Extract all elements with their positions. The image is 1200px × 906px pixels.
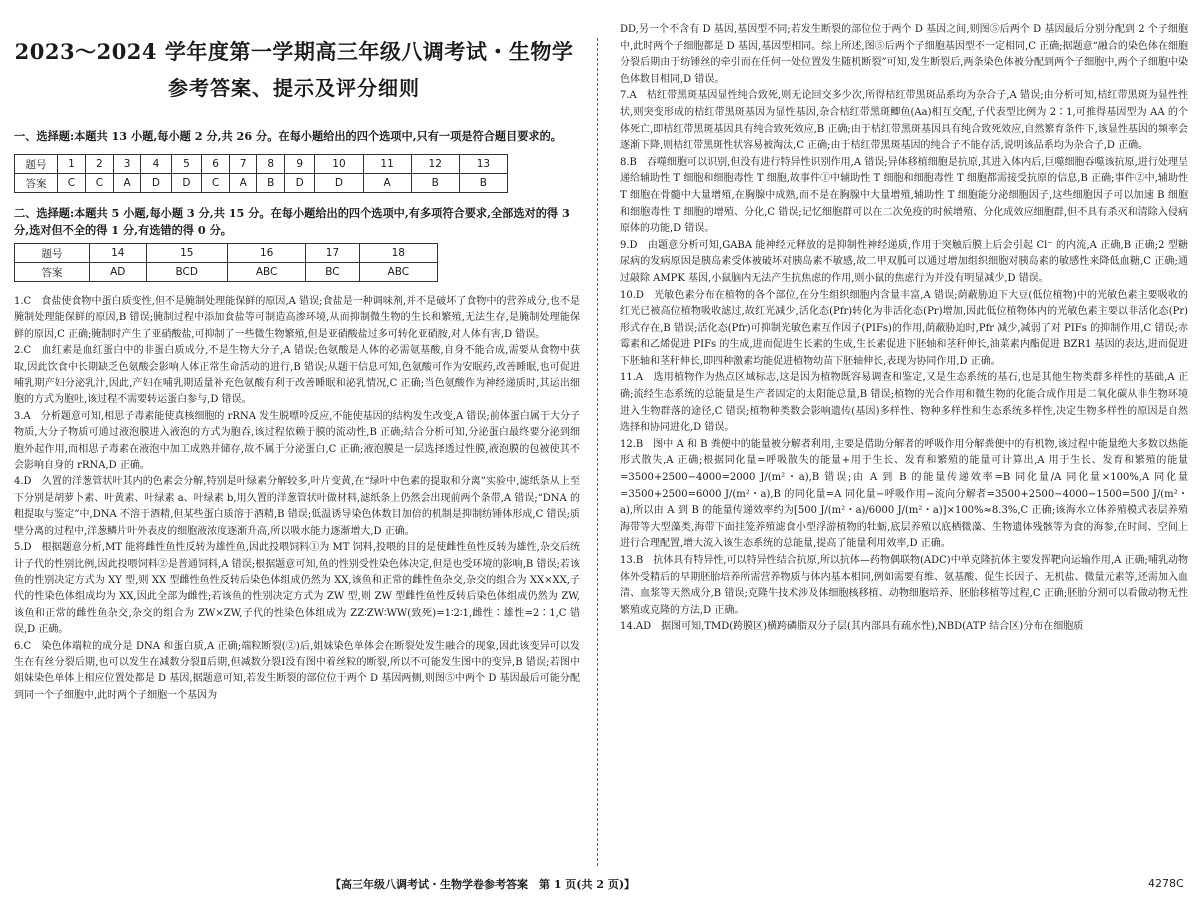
table-cell: D: [315, 174, 363, 193]
section1-answer-table: [14, 154, 508, 193]
table-row: [15, 155, 508, 174]
table-cell: 11: [363, 155, 411, 174]
table-cell: 5: [171, 155, 201, 174]
explanation-item: 9.D 由题意分析可知,GABA 能神经元释放的是抑制性神经递质,作用于突触后膜上后会引起 Cl⁻ 的内流,A 正确,B 正确;2 型糖尿病的发病原因是胰岛素受体被破坏对胰岛素不敏感,故二甲双胍可以通过增加组织细胞对胰岛素的敏感性来降低血糖,C 正确;通过敲除 AMPK 基因,小鼠脑内无法产生抗焦虑的作用,则小鼠的焦虑行为并没有明显减少,D 错误。: [620, 239, 1188, 284]
table-cell: 16: [227, 244, 305, 263]
table-cell: D: [171, 174, 201, 193]
table-header-cell: 题号: [15, 244, 90, 263]
table-cell: 1: [58, 155, 86, 174]
explanation-item: 8.B 吞噬细胞可以识别,但没有进行特异性识别作用,A 错误;异体移植细胞是抗原,其进入体内后,巨噬细胞吞噬该抗原,进行处理呈递给辅助性 T 细胞和细胞毒性 T 细胞,故事件①中辅助性 T 细胞和细胞毒性 T 细胞都需接受抗原的信息,B 正确;事件②中,辅助性 T 细胞在骨髓中大量增殖,在胸腺中成熟,而不是在胸腺中大量增殖,辅助性 T 细胞能分泌细胞因子,这些细胞因子可以加速 B 细胞和细胞毒性 T 细胞的增殖、分化,C 错误;记忆细胞群可以在二次免疫的时候增殖、分化成效应细胞群,但不具有杀灭和清除入侵病原体的功能,D 错误。: [620, 156, 1188, 235]
explanation-item: 2.C 血红素是血红蛋白中的非蛋白质成分,不是生物大分子,A 错误;色氨酸是人体的必需氨基酸,自身不能合成,需要从食物中获取,因此饮食中长期缺乏色氨酸会影响人体正常生命活动的进行,B 错误;从题干信息可知,色氨酸可作为安眠药,改善睡眠,也可促进哺乳期产妇分泌乳汁,因此,产妇在哺乳期适量补充色氨酸有利于改善睡眠和泌乳情况,C 正确;当色氨酸作为神经递质时,其运出细胞的方式为胞吐,该过程不需要转运蛋白参与,D 错误。: [14, 345, 580, 406]
page-title: 2023～2024 学年度第一学期高三年级八调考试・生物学: [14, 39, 574, 64]
table-cell: B: [459, 174, 507, 193]
table-header-cell: 答案: [15, 174, 58, 193]
explanation-item: 5.D 根据题意分析,MT 能将雌性鱼性反转为雄性鱼,因此投喂饲料①为 MT 饲料,投喂的目的是使雌性鱼性反转为雄性,杂交后统计子代的性别比例,因此投喂饲料②是普通饲料,A 错误;根据题意可知,鱼的性别受性染色体决定,但是也受环境的影响,B 错误;若该鱼的性别决定方式为 XY 型,则 XX 型雌性鱼性反转后染色体组成仍然为 XX,该鱼和正常的雌性鱼杂交,杂交的组合为 XX×XX,子代的性染色体组成均为 XX,因此全部为雌性;若该鱼的性别决定方式为 ZW 型,则 ZW 型雌性鱼性反转后染色体组成仍然为 ZW,该鱼和正常的雌性鱼杂交,杂交的组合为 ZW×ZW,子代的性染色体组成为 ZZ∶ZW∶WW(致死)=1∶2∶1,雌性∶雄性=2∶1,C 错误,D 正确。: [14, 542, 580, 636]
table-cell: BC: [306, 263, 359, 282]
table-cell: 10: [315, 155, 363, 174]
explanation-item: 7.A 桔红带黑斑基因显性纯合致死,则无论回交多少次,所得桔红带黑斑品系均为杂合子,A 错误;由分析可知,桔红带黑斑为显性性状,则突变形成的桔红带黑斑基因为显性基因,杂合桔红带黑斑鲫鱼(Aa)相互交配,子代表型比例为 2∶1,可推得基因型为 AA 的个体死亡,即桔红带黑斑基因具有纯合致死效应,B 正确;由于桔红带黑斑基因具有纯合致死效应,自然繁育条件下,该显性基因的频率会逐渐下降,则桔红带黑斑性状容易被淘汰,C 正确;由于桔红带黑斑基因的纯合子不能存活,说明该品系均为杂合子,D 正确。: [620, 90, 1188, 152]
table-row: [15, 174, 508, 193]
table-row: [15, 244, 438, 263]
table-cell: 6: [202, 155, 230, 174]
table-row: [15, 263, 438, 282]
table-cell: C: [58, 174, 86, 193]
section2-instruction: 二、选择题:本题共 5 小题,每小题 3 分,共 15 分。在每小题给出的四个选项中,有多项符合要求,全部选对的得 3 分,选对但不全的得 1 分,有选错的得 0 分。: [14, 206, 570, 237]
table-cell: 12: [411, 155, 459, 174]
table-cell: 13: [459, 155, 507, 174]
explanation-item: DD,另一个不含有 D 基因,基因型不同;若发生断裂的部位位于两个 D 基因之间,则图⑤后两个 D 基因最后分别分配到 2 个子细胞中,此时两个子细胞都是 D 基因,基因型相同。综上所述,图⑤后两个子细胞基因型不一定相同,C 正确;据题意“融合的染色体在细胞分裂后期由于纺锤丝的牵引而在任何一处位置发生随机断裂”可知,发生断裂后,两条染色体被分配到两个子细胞中,两个子细胞中染色体数目相同,D 错误。: [620, 24, 1188, 85]
table-cell: 17: [306, 244, 359, 263]
explanation-item: 10.D 光敏色素分布在植物的各个部位,在分生组织细胞内含量丰富,A 错误;荫蔽胁迫下大豆(低位植物)中的光敏色素主要吸收的红光已被高位植物吸收滤过,故红光减少,活化态(Pfr)转化为非活化态(Pr)增加,因此低位植物体内的光敏色素主要以非活化态(Pr)形式存在,B 错误;活化态(Pfr)可抑制光敏色素互作因子(PIFs)的作用,荫蔽胁迫时,Pfr 减少,减弱了对 PIFs 的抑制作用,C 错误;赤霉素和乙烯促进 PIFs 的生成,进而促进生长素的生成,生长素促进下胚轴和茎秆伸长,油菜素内酯促进 BZR1 基因的表达,进而促进下胚轴和茎秆伸长,即四种激素均能促进植物幼苗下胚轴伸长,表现为协同作用,D 正确。: [620, 289, 1188, 367]
table-cell: D: [141, 174, 171, 193]
table-cell: ABC: [359, 263, 437, 282]
table-cell: A: [363, 174, 411, 193]
table-cell: BCD: [146, 263, 227, 282]
table-cell: 18: [359, 244, 437, 263]
table-cell: 14: [90, 244, 147, 263]
explanation-item: 14.AD 据图可知,TMD(跨膜区)横跨磷脂双分子层(其内部具有疏水性),NBD(ATP 结合区)分布在细胞质: [620, 621, 1084, 633]
table-cell: B: [257, 174, 285, 193]
table-header-cell: 答案: [15, 263, 90, 282]
explanation-item: 11.A 选用植物作为热点区域标志,这是因为植物既容易调查和鉴定,又是生态系统的基石,也是其他生物类群多样性的基础,A 正确;流经生态系统的总能量是生产者固定的太阳能总量,B 错误;植物的光合作用和微生物的化能合成作用是二氧化碳从非生物环境进入生物群落的途径,C 错误;植物种类数会影响遗传(基因)多样性、物种多样性和生态系统多样性,决定生物多样性的原因是自然选择和协同进化,D 错误。: [620, 372, 1188, 434]
page-subtitle: 参考答案、提示及评分细则: [168, 76, 420, 100]
section2-answer-table: [14, 243, 438, 282]
table-cell: AD: [90, 263, 147, 282]
explanation-item: 4.D 久置的洋葱管状叶其内的色素会分解,特别是叶绿素分解较多,叶片变黄,在“绿叶中色素的提取和分离”实验中,滤纸条从上至下分别是胡萝卜素、叶黄素、叶绿素 a、叶绿素 b,用久置的洋葱管状叶做材料,滤纸条上仍然会出现前两个条带,A 错误;“DNA 的粗提取与鉴定”中,DNA 不溶于酒精,但某些蛋白质溶于酒精,B 错误;低温诱导染色体数目加倍的机制是抑制纺锤体形成,C 错误;质壁分离的过程中,洋葱鳞片叶外表皮的细胞液浓度逐渐升高,所以吸水能力逐渐增大,D 正确。: [14, 476, 580, 537]
table-cell: ABC: [227, 263, 305, 282]
left-answer-explanations: [14, 294, 580, 704]
explanation-item: 6.C 染色体端粒的成分是 DNA 和蛋白质,A 正确;端粒断裂(②)后,姐妹染色单体会在断裂处发生融合的现象,因此该变异可以发生在有丝分裂后期,也可以发生在减数分裂Ⅱ后期,但减数分裂Ⅰ没有图中着丝粒的断裂,所以不可能发生图中的变异,B 错误;若图中姐妹染色单体上相应位置处都是 D 基因,据题意可知,若发生断裂的部位位于两个 D 基因两侧,则图⑤中两个 D 基因最后可能分配到同一个子细胞中,此时两个子细胞一个基因为: [14, 640, 580, 701]
table-cell: A: [113, 174, 140, 193]
explanation-item: 1.C 食盐使食物中蛋白质变性,但不是腌制处理能保鲜的原因,A 错误;食盐是一种调味剂,并不是破坏了食物中的营养成分,也不是腌制处理能保鲜的原因,B 错误;腌制过程中添加食盐等可制造高渗环境,从而抑制微生物的生长和繁殖,无法生存,是腌制处理能保鲜的原因,C 正确;腌制时产生了亚硝酸盐,可抑制了一些微生物繁殖,但是亚硝酸盐过多可转化亚硝胺,对人体有害,D 错误。: [14, 296, 580, 340]
table-cell: A: [230, 174, 257, 193]
table-cell: 15: [146, 244, 227, 263]
table-cell: 9: [284, 155, 314, 174]
table-cell: 8: [257, 155, 285, 174]
explanation-item: 13.B 抗体具有特异性,可以特异性结合抗原,所以抗体—药物偶联物(ADC)中单克隆抗体主要发挥靶向运输作用,A 正确;哺乳动物体外受精后的早期胚胎培养所需营养物质与体内基本相同,例如需要有维、氨基酸、促生长因子、无机盐、微量元素等,还需加入血清、血浆等天然成分,B 错误;克隆牛技术涉及体细胞核移植、动物细胞培养、胚胎移植等过程,C 正确;胚胎分割可以看做动物无性繁殖或克隆的方法,D 正确。: [620, 555, 1188, 616]
table-cell: 7: [230, 155, 257, 174]
page-code: 4278C: [1148, 877, 1184, 890]
explanation-item: 12.B 图中 A 和 B 粪便中的能量被分解者利用,主要是借助分解者的呼吸作用分解粪便中的有机物,该过程中能量绝大多数以热能形式散失,A 正确;根据同化量=呼吸散失的能量+用于生长、发育和繁殖的能量可计算出,A 用于生长、发育和繁殖的能量=3500+2500−4000=2000 J/(m²・a),B 错误;由 A 到 B 的能量传递效率=B 同化量/A 同化量×100%,A 同化量=3500+2500=6000 J/(m²・a),B 的同化量=A 同化量−呼吸作用−流向分解者=3500+2500−4000−1500=500 J/(m²・a),所以由 A 到 B 的能量传递效率约为[500 J/(m²・a)/6000 J/(m²・a)]×100%≈8.3%,C 正确;该海水立体养殖模式表层养殖海带等大型藻类,海带下面挂笼养殖滤食小型浮游植物的牡蛎,底层养殖以底栖微藻、生物遗体残骸等为食的海参,在时间、空间上进行合理配置,增大流入该生态系统的总能量,提高了能量利用效率,D 正确。: [620, 438, 1188, 550]
table-header-cell: 题号: [15, 155, 58, 174]
section1-instruction: 一、选择题:本题共 13 小题,每小题 2 分,共 26 分。在每小题给出的四个选项中,只有一项是符合题目要求的。: [14, 129, 562, 143]
page-footer: 【高三年级八调考试・生物学卷参考答案 第 1 页(共 2 页)】: [330, 878, 636, 891]
table-cell: 2: [85, 155, 113, 174]
explanation-item: 3.A 分析题意可知,相思子毒素能使真核细胞的 rRNA 发生脱嘌呤反应,不能使基因的结构发生改变,A 错误;前体蛋白属于大分子物质,大分子物质可通过液泡膜进入液泡的方式为胞吞,该过程依赖于膜的流动性,B 正确;结合分析可知,分泌蛋白最终要分泌到细胞外起作用,而相思子毒素在液泡中加工成熟并储存,故不属于分泌蛋白,C 正确;液泡膜是一层选择透过性膜,液泡膜的包被使其不会影响自身的 rRNA,D 正确。: [14, 410, 580, 472]
table-cell: B: [411, 174, 459, 193]
right-answer-explanations: [620, 22, 1188, 636]
table-cell: C: [85, 174, 113, 193]
table-cell: 3: [113, 155, 140, 174]
table-cell: 4: [141, 155, 171, 174]
table-cell: D: [284, 174, 314, 193]
table-cell: C: [202, 174, 230, 193]
column-divider: [597, 38, 598, 866]
